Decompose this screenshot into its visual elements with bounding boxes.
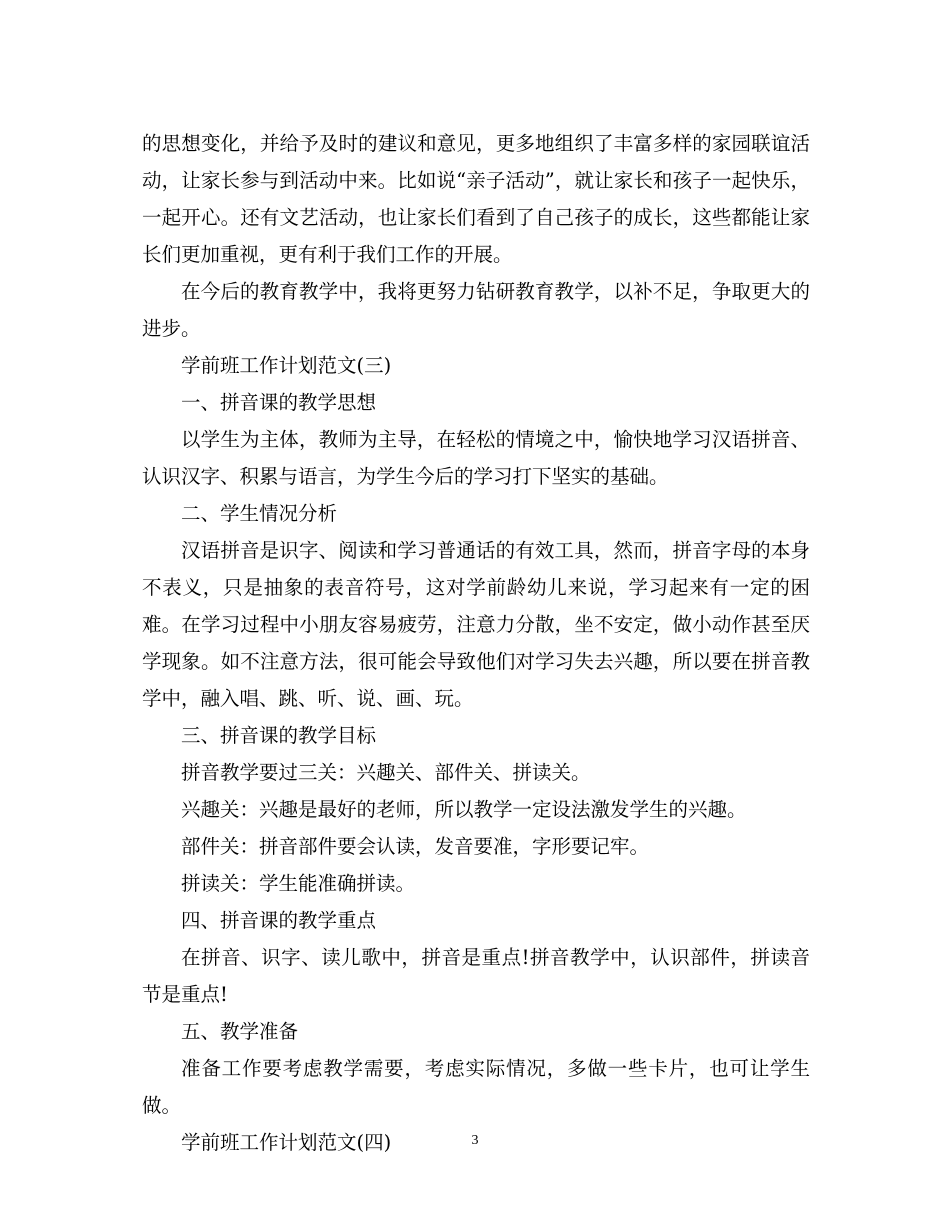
paragraph-continuation: 的思想变化，并给予及时的建议和意见，更多地组织了丰富多样的家园联谊活动，让家长参与到活动中来。比如说“亲子活动”，就让家长和孩子一起快乐，一起开心。还有文艺活动，也让家长们看到了自己孩子的成长，这些都能让家长们更加重视，更有利于我们工作的开展。 (142, 132, 810, 266)
heading-4: 四、拼音课的教学重点 (181, 909, 377, 932)
paragraph-focus: 在拼音、识字、读儿歌中，拼音是重点!拼音教学中，认识部件，拼读音节是重点! (142, 946, 810, 1006)
heading-1: 一、拼音课的教学思想 (181, 391, 377, 414)
paragraph-conclusion: 在今后的教育教学中，我将更努力钻研教育教学，以补不足，争取更大的进步。 (142, 280, 810, 340)
heading-3: 三、拼音课的教学目标 (181, 724, 377, 747)
paragraph-reading: 拼读关：学生能准确拼读。 (181, 872, 416, 895)
paragraph-analysis: 汉语拼音是识字、阅读和学习普通话的有效工具，然而，拼音字母的本身不表义，只是抽象的表音符号，这对学前龄幼儿来说，学习起来有一定的困难。在学习过程中小朋友容易疲劳，注意力分散，坐不安定，做小动作甚至厌学现象。如不注意方法，很可能会导致他们对学习失去兴趣，所以要在拼音教学中，融入唱、跳、听、说、画、玩。 (142, 539, 810, 710)
page-number: 3 (471, 1133, 479, 1148)
heading-5: 五、教学准备 (181, 1020, 299, 1043)
heading-2: 二、学生情况分析 (181, 502, 338, 525)
paragraph-interest: 兴趣关：兴趣是最好的老师，所以教学一定设法激发学生的兴趣。 (181, 798, 747, 821)
paragraph-parts: 部件关：拼音部件要会认读，发音要准，字形要记牢。 (181, 835, 650, 858)
section-title-3: 学前班工作计划范文(三) (181, 354, 392, 377)
document-body (142, 125, 810, 1161)
paragraph-thought: 以学生为主体，教师为主导，在轻松的情境之中，愉快地学习汉语拼音、认识汉字、积累与语言，为学生今后的学习打下坚实的基础。 (142, 428, 810, 488)
paragraph-preparation: 准备工作要考虑教学需要，考虑实际情况，多做一些卡片，也可让学生做。 (142, 1057, 810, 1117)
paragraph-goals: 拼音教学要过三关：兴趣关、部件关、拼读关。 (181, 761, 591, 784)
section-title-4: 学前班工作计划范文(四) (181, 1131, 392, 1154)
